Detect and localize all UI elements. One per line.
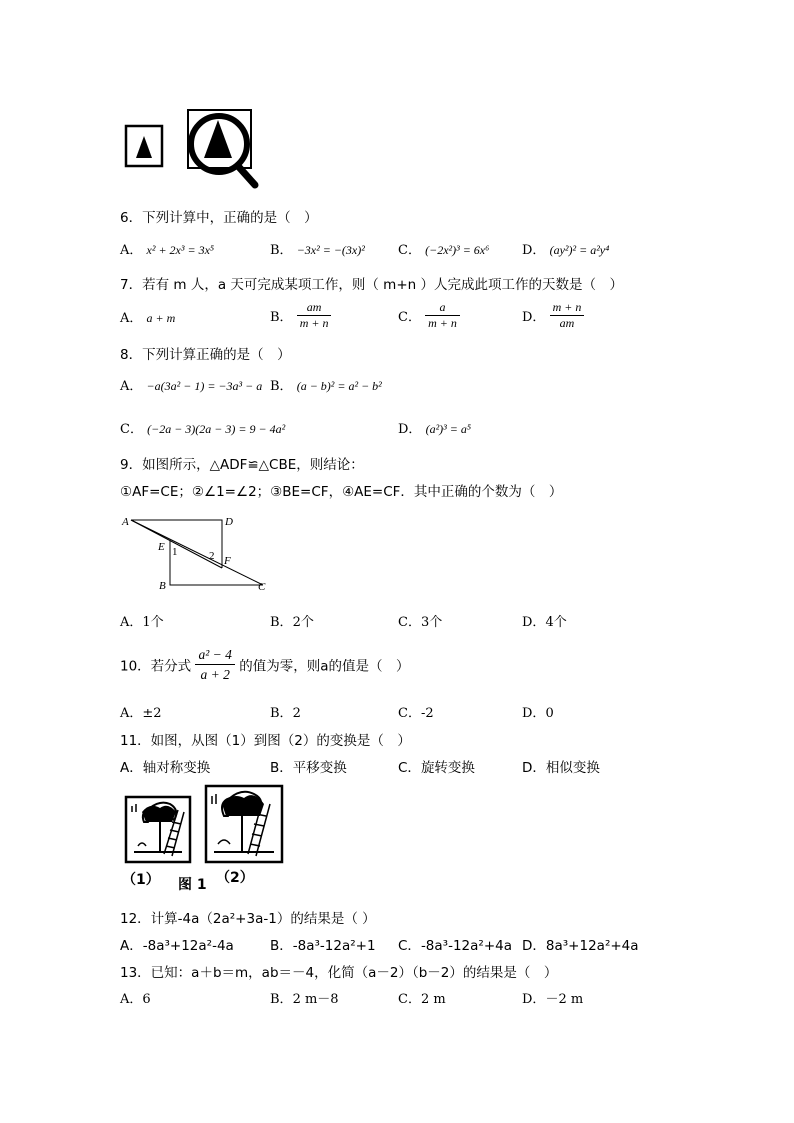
option-letter: C． bbox=[398, 938, 421, 954]
picture-2-icon bbox=[206, 786, 282, 862]
option-letter: C． bbox=[398, 706, 421, 721]
option-text: 相似变换 bbox=[545, 760, 600, 776]
q7-option-a[interactable] bbox=[120, 307, 175, 326]
option-letter: A． bbox=[120, 243, 143, 258]
option-letter: B． bbox=[270, 615, 293, 630]
fraction-numerator: a bbox=[425, 300, 460, 316]
option-text: 6 bbox=[142, 992, 151, 1007]
q11-option-b[interactable] bbox=[270, 756, 347, 776]
option-expr: −a(3a² − 1) = −3a³ − a bbox=[146, 379, 263, 393]
q6-stem: 6．下列计算中，正确的是（ ） bbox=[120, 210, 318, 226]
option-letter: B． bbox=[270, 938, 293, 954]
q10-option-c[interactable] bbox=[398, 702, 434, 721]
fraction-numerator: m + n bbox=[550, 300, 585, 316]
option-letter: D． bbox=[522, 243, 546, 258]
option-letter: D． bbox=[522, 706, 546, 721]
caption-2: （2） bbox=[216, 870, 254, 886]
q13-option-a[interactable] bbox=[120, 988, 151, 1007]
caption-figure: 图 1 bbox=[178, 877, 207, 893]
q10-option-d[interactable] bbox=[522, 702, 554, 721]
q8-option-b[interactable] bbox=[270, 375, 382, 394]
q10-prefix: 10．若分式 bbox=[120, 658, 192, 675]
segment-ac bbox=[131, 520, 263, 585]
option-letter: D． bbox=[398, 422, 422, 437]
option-text: -8a³+12a²-4a bbox=[142, 938, 234, 954]
option-expr: a + m bbox=[146, 311, 176, 325]
option-text: 1个 bbox=[142, 615, 164, 630]
option-expr: x² + 2x³ = 3x⁵ bbox=[146, 243, 215, 257]
large-triangle-icon bbox=[204, 120, 232, 158]
fraction-denominator: m + n bbox=[428, 316, 457, 330]
option-letter: D． bbox=[522, 760, 546, 776]
q13-option-c[interactable] bbox=[398, 988, 446, 1007]
q10-option-a[interactable] bbox=[120, 702, 162, 721]
q7-option-b[interactable] bbox=[270, 300, 331, 331]
q7-option-d[interactable] bbox=[522, 300, 584, 331]
q8-option-d[interactable] bbox=[398, 418, 471, 437]
option-letter: C． bbox=[398, 760, 421, 776]
q13-stem: 13．已知：a＋b＝m，ab＝－4，化简（a－2）（b－2）的结果是（ ） bbox=[120, 965, 558, 981]
option-expr: (a²)³ = a⁵ bbox=[425, 422, 472, 436]
q9-option-b[interactable] bbox=[270, 611, 314, 630]
label-angle-2: 2 bbox=[209, 550, 215, 562]
q8-stem: 8．下列计算正确的是（ ） bbox=[120, 347, 291, 363]
option-letter: B． bbox=[270, 379, 293, 394]
q12-option-d[interactable] bbox=[522, 934, 639, 954]
option-expr: (a − b)² = a² − b² bbox=[296, 379, 382, 393]
option-letter: A． bbox=[120, 379, 143, 394]
option-expr: (ay²)² = a²y⁴ bbox=[549, 243, 610, 257]
q6-option-a[interactable] bbox=[120, 239, 214, 258]
q13-option-d[interactable] bbox=[522, 988, 583, 1007]
q11-tree-ladder-figure bbox=[120, 782, 290, 894]
option-letter: D． bbox=[522, 992, 546, 1007]
q6-option-b[interactable] bbox=[270, 239, 365, 258]
q6-option-c[interactable] bbox=[398, 239, 489, 258]
option-fraction bbox=[550, 300, 585, 331]
option-letter: D． bbox=[522, 938, 546, 954]
q6-option-d[interactable] bbox=[522, 239, 609, 258]
q9-geometry-figure bbox=[115, 510, 275, 595]
caption-1: （1） bbox=[122, 872, 160, 888]
option-letter: A． bbox=[120, 938, 143, 954]
q10-fraction bbox=[195, 645, 234, 684]
option-expr: (−2x²)³ = 6x⁶ bbox=[425, 243, 490, 257]
picture-1-icon bbox=[126, 797, 190, 862]
label-c: C bbox=[258, 581, 266, 593]
option-letter: A． bbox=[120, 992, 143, 1007]
option-expr: (−2a − 3)(2a − 3) = 9 − 4a² bbox=[147, 422, 286, 436]
q9-option-a[interactable] bbox=[120, 611, 164, 630]
option-text: 0 bbox=[545, 706, 554, 721]
option-expr: −3x² = −(3x)² bbox=[296, 243, 365, 257]
option-text: 2 m－8 bbox=[292, 992, 339, 1007]
q12-option-a[interactable] bbox=[120, 934, 234, 954]
q8-option-a[interactable] bbox=[120, 375, 262, 394]
option-letter: C． bbox=[398, 615, 421, 630]
option-text: 2 m bbox=[420, 992, 446, 1007]
option-letter: A． bbox=[120, 706, 143, 721]
option-text: －2 m bbox=[545, 992, 584, 1007]
option-letter: D． bbox=[522, 310, 546, 325]
magnifier-figure bbox=[120, 108, 265, 190]
label-f: F bbox=[224, 555, 231, 567]
option-letter: B． bbox=[270, 760, 293, 776]
fraction-denominator: a + 2 bbox=[200, 667, 230, 682]
option-letter: C． bbox=[398, 992, 421, 1007]
option-letter: B． bbox=[270, 992, 293, 1007]
label-e: E bbox=[158, 541, 165, 553]
option-letter: B． bbox=[270, 310, 293, 325]
option-text: 8a³+12a²+4a bbox=[545, 938, 639, 954]
option-text: 2个 bbox=[292, 615, 314, 630]
label-angle-1: 1 bbox=[172, 546, 178, 558]
q12-option-b[interactable] bbox=[270, 934, 376, 954]
option-text: ±2 bbox=[142, 706, 162, 721]
option-letter: D． bbox=[522, 615, 546, 630]
option-fraction bbox=[297, 300, 332, 331]
fraction-denominator: m + n bbox=[299, 316, 329, 330]
option-text: 4个 bbox=[545, 615, 567, 630]
fraction-denominator: am bbox=[559, 316, 575, 330]
option-letter: C． bbox=[398, 243, 421, 258]
option-text: -8a³-12a²+1 bbox=[292, 938, 376, 954]
label-a: A bbox=[122, 516, 129, 528]
q8-option-c[interactable] bbox=[120, 418, 285, 437]
q12-stem: 12．计算-4a（2a²+3a-1）的结果是（ ） bbox=[120, 911, 376, 927]
q10-option-b[interactable] bbox=[270, 702, 301, 721]
q7-option-c[interactable] bbox=[398, 300, 460, 331]
option-letter: B． bbox=[270, 706, 293, 721]
option-letter: B． bbox=[270, 243, 293, 258]
q11-stem: 11．如图，从图（1）到图（2）的变换是（ ） bbox=[120, 733, 411, 749]
option-text: 2 bbox=[292, 706, 301, 721]
q9-conclusions: ①AF=CE；②∠1=∠2；③BE=CF，④AE=CF．其中正确的个数为（ ） bbox=[120, 484, 563, 500]
label-d: D bbox=[225, 516, 233, 528]
q7-stem: 7．若有 m 人，a 天可完成某项工作，则（ m+n ）人完成此项工作的天数是（ ） bbox=[120, 277, 623, 293]
option-text: 3个 bbox=[420, 615, 443, 630]
option-text: -2 bbox=[420, 706, 434, 721]
fraction-numerator: am bbox=[297, 300, 332, 316]
q11-option-d[interactable] bbox=[522, 756, 600, 776]
option-text: 旋转变换 bbox=[420, 760, 475, 776]
q9-option-d[interactable] bbox=[522, 611, 567, 630]
q9-stem: 9．如图所示，△ADF≌△CBE，则结论： bbox=[120, 457, 364, 473]
q12-option-c[interactable] bbox=[398, 934, 512, 954]
option-text: 平移变换 bbox=[292, 760, 347, 776]
q9-option-c[interactable] bbox=[398, 611, 442, 630]
option-fraction bbox=[425, 300, 460, 331]
q10-suffix: 的值为零，则a的值是（ ） bbox=[239, 658, 410, 675]
option-letter: A． bbox=[120, 760, 143, 776]
option-letter: C． bbox=[120, 422, 143, 437]
small-triangle-icon bbox=[136, 136, 152, 158]
fraction-numerator: a² − 4 bbox=[195, 645, 234, 665]
q13-option-b[interactable] bbox=[270, 988, 339, 1007]
label-b: B bbox=[159, 580, 166, 592]
option-text: -8a³-12a²+4a bbox=[420, 938, 512, 954]
option-letter: C． bbox=[398, 310, 421, 325]
option-letter: A． bbox=[120, 615, 143, 630]
option-letter: A． bbox=[120, 311, 143, 326]
q10-stem bbox=[120, 645, 409, 684]
option-text: 轴对称变换 bbox=[142, 760, 211, 776]
q11-option-c[interactable] bbox=[398, 756, 475, 776]
q11-option-a[interactable] bbox=[120, 756, 210, 776]
